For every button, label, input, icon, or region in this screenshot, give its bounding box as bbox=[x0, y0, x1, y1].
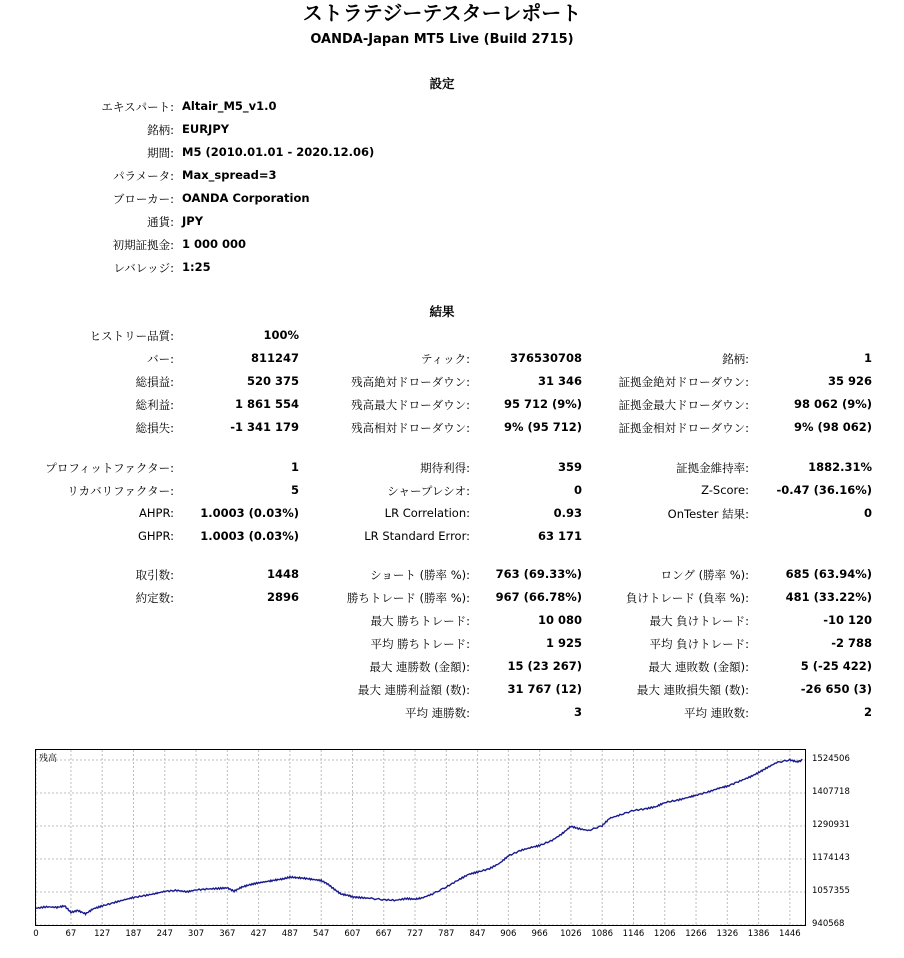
result-label: 銘柄: bbox=[722, 352, 749, 366]
result-value: 376530708 bbox=[509, 351, 582, 365]
y-tick-label: 1290931 bbox=[812, 820, 850, 831]
x-tick-label: 1386 bbox=[747, 929, 770, 939]
result-label: 最大 負けトレード: bbox=[649, 614, 749, 628]
result-label: ロング (勝率 %): bbox=[660, 568, 749, 582]
x-tick-label: 847 bbox=[469, 929, 486, 939]
result-label: 期待利得: bbox=[420, 461, 470, 475]
report-title: ストラテジーテスターレポート bbox=[302, 1, 582, 25]
settings-heading: 設定 bbox=[429, 76, 455, 91]
result-label: 最大 連勝数 (金額): bbox=[369, 660, 470, 674]
result-value: 967 (66.78%) bbox=[495, 590, 582, 604]
result-label: 平均 負けトレード: bbox=[649, 637, 749, 651]
result-label: ヒストリー品質: bbox=[89, 329, 174, 343]
balance-series-line bbox=[36, 759, 802, 914]
x-tick-label: 1146 bbox=[622, 929, 645, 939]
result-label: シャープレシオ: bbox=[387, 484, 470, 498]
result-value: 359 bbox=[557, 460, 582, 474]
result-value: -26 650 (3) bbox=[800, 682, 872, 696]
result-label: Z-Score: bbox=[701, 483, 749, 497]
server-build-subtitle: OANDA-Japan MT5 Live (Build 2715) bbox=[310, 32, 574, 47]
x-tick-label: 1206 bbox=[653, 929, 676, 939]
settings-label: ブローカー: bbox=[112, 192, 174, 206]
x-tick-label: 247 bbox=[156, 929, 173, 939]
result-label: 負けトレード (負率 %): bbox=[625, 591, 749, 605]
result-label: 平均 連勝数: bbox=[404, 706, 470, 720]
result-label: OnTester 結果: bbox=[667, 507, 749, 521]
result-value: -0.47 (36.16%) bbox=[776, 483, 872, 497]
settings-value: M5 (2010.01.01 - 2020.12.06) bbox=[182, 145, 375, 159]
x-tick-label: 487 bbox=[281, 929, 298, 939]
settings-value: JPY bbox=[182, 214, 204, 228]
result-label: 平均 勝ちトレード: bbox=[370, 637, 470, 651]
x-tick-label: 547 bbox=[313, 929, 330, 939]
y-tick-label: 1057355 bbox=[812, 886, 850, 896]
settings-label: レバレッジ: bbox=[113, 261, 174, 275]
result-value: 31 767 (12) bbox=[507, 682, 582, 696]
x-tick-label: 1446 bbox=[779, 929, 801, 939]
result-value: 35 926 bbox=[827, 374, 872, 388]
result-value: 9% (98 062) bbox=[793, 420, 872, 434]
result-value: 98 062 (9%) bbox=[793, 397, 872, 411]
result-value: 811247 bbox=[250, 351, 299, 365]
x-tick-label: 787 bbox=[438, 929, 455, 939]
result-value: 1882.31% bbox=[808, 460, 872, 474]
settings-value: 1 000 000 bbox=[182, 237, 247, 251]
result-value: 95 712 (9%) bbox=[503, 397, 582, 411]
result-value: 1 bbox=[290, 460, 299, 474]
settings-label: 銘柄: bbox=[147, 123, 174, 137]
result-label: 証拠金最大ドローダウン: bbox=[618, 398, 749, 412]
result-label: ティック: bbox=[421, 352, 470, 366]
result-label: 証拠金絶対ドローダウン: bbox=[618, 375, 749, 389]
result-value: 685 (63.94%) bbox=[785, 567, 872, 581]
result-value: 1 861 554 bbox=[234, 397, 299, 411]
settings-label: パラメータ: bbox=[112, 169, 174, 183]
x-tick-label: 966 bbox=[531, 929, 548, 939]
result-label: 最大 勝ちトレード: bbox=[370, 614, 470, 628]
result-label: 残高相対ドローダウン: bbox=[351, 421, 470, 435]
result-label: 残高絶対ドローダウン: bbox=[351, 375, 470, 389]
result-label: LR Standard Error: bbox=[364, 529, 470, 543]
x-tick-label: 67 bbox=[65, 929, 77, 939]
x-tick-label: 367 bbox=[219, 929, 236, 939]
result-label: 証拠金相対ドローダウン: bbox=[618, 421, 749, 435]
chart-title: 残高 bbox=[39, 754, 58, 764]
settings-value: Altair_M5_v1.0 bbox=[182, 99, 277, 113]
y-tick-label: 1524506 bbox=[812, 754, 850, 765]
result-label: プロフィットファクター: bbox=[45, 461, 174, 475]
result-label: 総損失: bbox=[135, 421, 174, 435]
x-tick-label: 427 bbox=[250, 929, 267, 939]
x-tick-label: 607 bbox=[344, 929, 361, 939]
result-value: 1 bbox=[863, 351, 872, 365]
result-label: 平均 連敗数: bbox=[683, 706, 749, 720]
result-value: 2 bbox=[863, 705, 872, 719]
result-value: 5 bbox=[290, 483, 299, 497]
result-label: 総損益: bbox=[135, 375, 174, 389]
result-value: 520 375 bbox=[246, 374, 299, 388]
x-tick-label: 667 bbox=[375, 929, 392, 939]
results-heading: 結果 bbox=[429, 304, 455, 319]
result-value: 31 346 bbox=[537, 374, 582, 388]
settings-label: エキスパート: bbox=[101, 100, 174, 114]
result-value: 481 (33.22%) bbox=[785, 590, 872, 604]
balance-chart bbox=[35, 749, 806, 926]
y-tick-label: 940568 bbox=[812, 919, 845, 929]
result-value: 5 (-25 422) bbox=[800, 659, 872, 673]
result-label: 約定数: bbox=[135, 591, 174, 605]
result-value: 0 bbox=[573, 483, 582, 497]
x-tick-label: 1266 bbox=[685, 929, 707, 939]
result-label: 取引数: bbox=[135, 568, 174, 582]
settings-value: Max_spread=3 bbox=[182, 168, 277, 182]
x-tick-label: 906 bbox=[500, 929, 517, 939]
result-label: 最大 連敗損失額 (数): bbox=[636, 683, 749, 697]
settings-label: 初期証拠金: bbox=[112, 238, 174, 252]
result-label: 証拠金維持率: bbox=[676, 461, 749, 475]
result-value: 763 (69.33%) bbox=[495, 567, 582, 581]
result-label: 最大 連勝利益額 (数): bbox=[357, 683, 470, 697]
result-value: -10 120 bbox=[823, 613, 872, 627]
result-value: 15 (23 267) bbox=[507, 659, 582, 673]
result-value: 0.93 bbox=[553, 506, 582, 520]
settings-value: EURJPY bbox=[182, 122, 230, 136]
x-tick-label: 0 bbox=[33, 929, 39, 939]
y-tick-label: 1407718 bbox=[812, 787, 850, 798]
result-value: 1 925 bbox=[545, 636, 582, 650]
x-tick-label: 1326 bbox=[716, 929, 739, 939]
x-tick-label: 307 bbox=[187, 929, 205, 939]
settings-label: 期間: bbox=[147, 146, 174, 160]
settings-value: 1:25 bbox=[182, 260, 211, 274]
result-label: 残高最大ドローダウン: bbox=[351, 398, 470, 412]
result-label: リカバリファクター: bbox=[67, 484, 174, 498]
result-label: バー: bbox=[147, 352, 174, 366]
result-value: 1.0003 (0.03%) bbox=[200, 529, 299, 543]
settings-label: 通貨: bbox=[147, 215, 174, 229]
result-value: 0 bbox=[863, 506, 872, 520]
result-label: LR Correlation: bbox=[384, 506, 470, 520]
result-value: 3 bbox=[573, 705, 582, 719]
result-value: 100% bbox=[263, 328, 299, 342]
result-label: GHPR: bbox=[137, 529, 174, 543]
result-value: 63 171 bbox=[537, 529, 582, 543]
settings-value: OANDA Corporation bbox=[182, 191, 310, 205]
result-label: 勝ちトレード (勝率 %): bbox=[346, 591, 470, 605]
result-value: 1448 bbox=[266, 567, 299, 581]
result-label: 最大 連敗数 (金額): bbox=[648, 660, 749, 674]
result-label: 総利益: bbox=[135, 398, 174, 412]
result-value: 2896 bbox=[266, 590, 299, 604]
result-value: 10 080 bbox=[537, 613, 582, 627]
result-value: 1.0003 (0.03%) bbox=[200, 506, 299, 520]
result-value: 9% (95 712) bbox=[503, 420, 582, 434]
x-tick-label: 1026 bbox=[560, 929, 582, 939]
result-value: -2 788 bbox=[831, 636, 872, 650]
balance-chart-plot bbox=[36, 750, 805, 925]
x-tick-label: 187 bbox=[125, 929, 142, 939]
result-label: ショート (勝率 %): bbox=[370, 568, 470, 582]
x-tick-label: 127 bbox=[94, 929, 111, 939]
result-label: AHPR: bbox=[139, 506, 174, 520]
x-tick-label: 727 bbox=[406, 929, 424, 939]
x-tick-label: 1086 bbox=[591, 929, 613, 939]
y-tick-label: 1174143 bbox=[812, 853, 850, 863]
result-value: -1 341 179 bbox=[230, 420, 299, 434]
